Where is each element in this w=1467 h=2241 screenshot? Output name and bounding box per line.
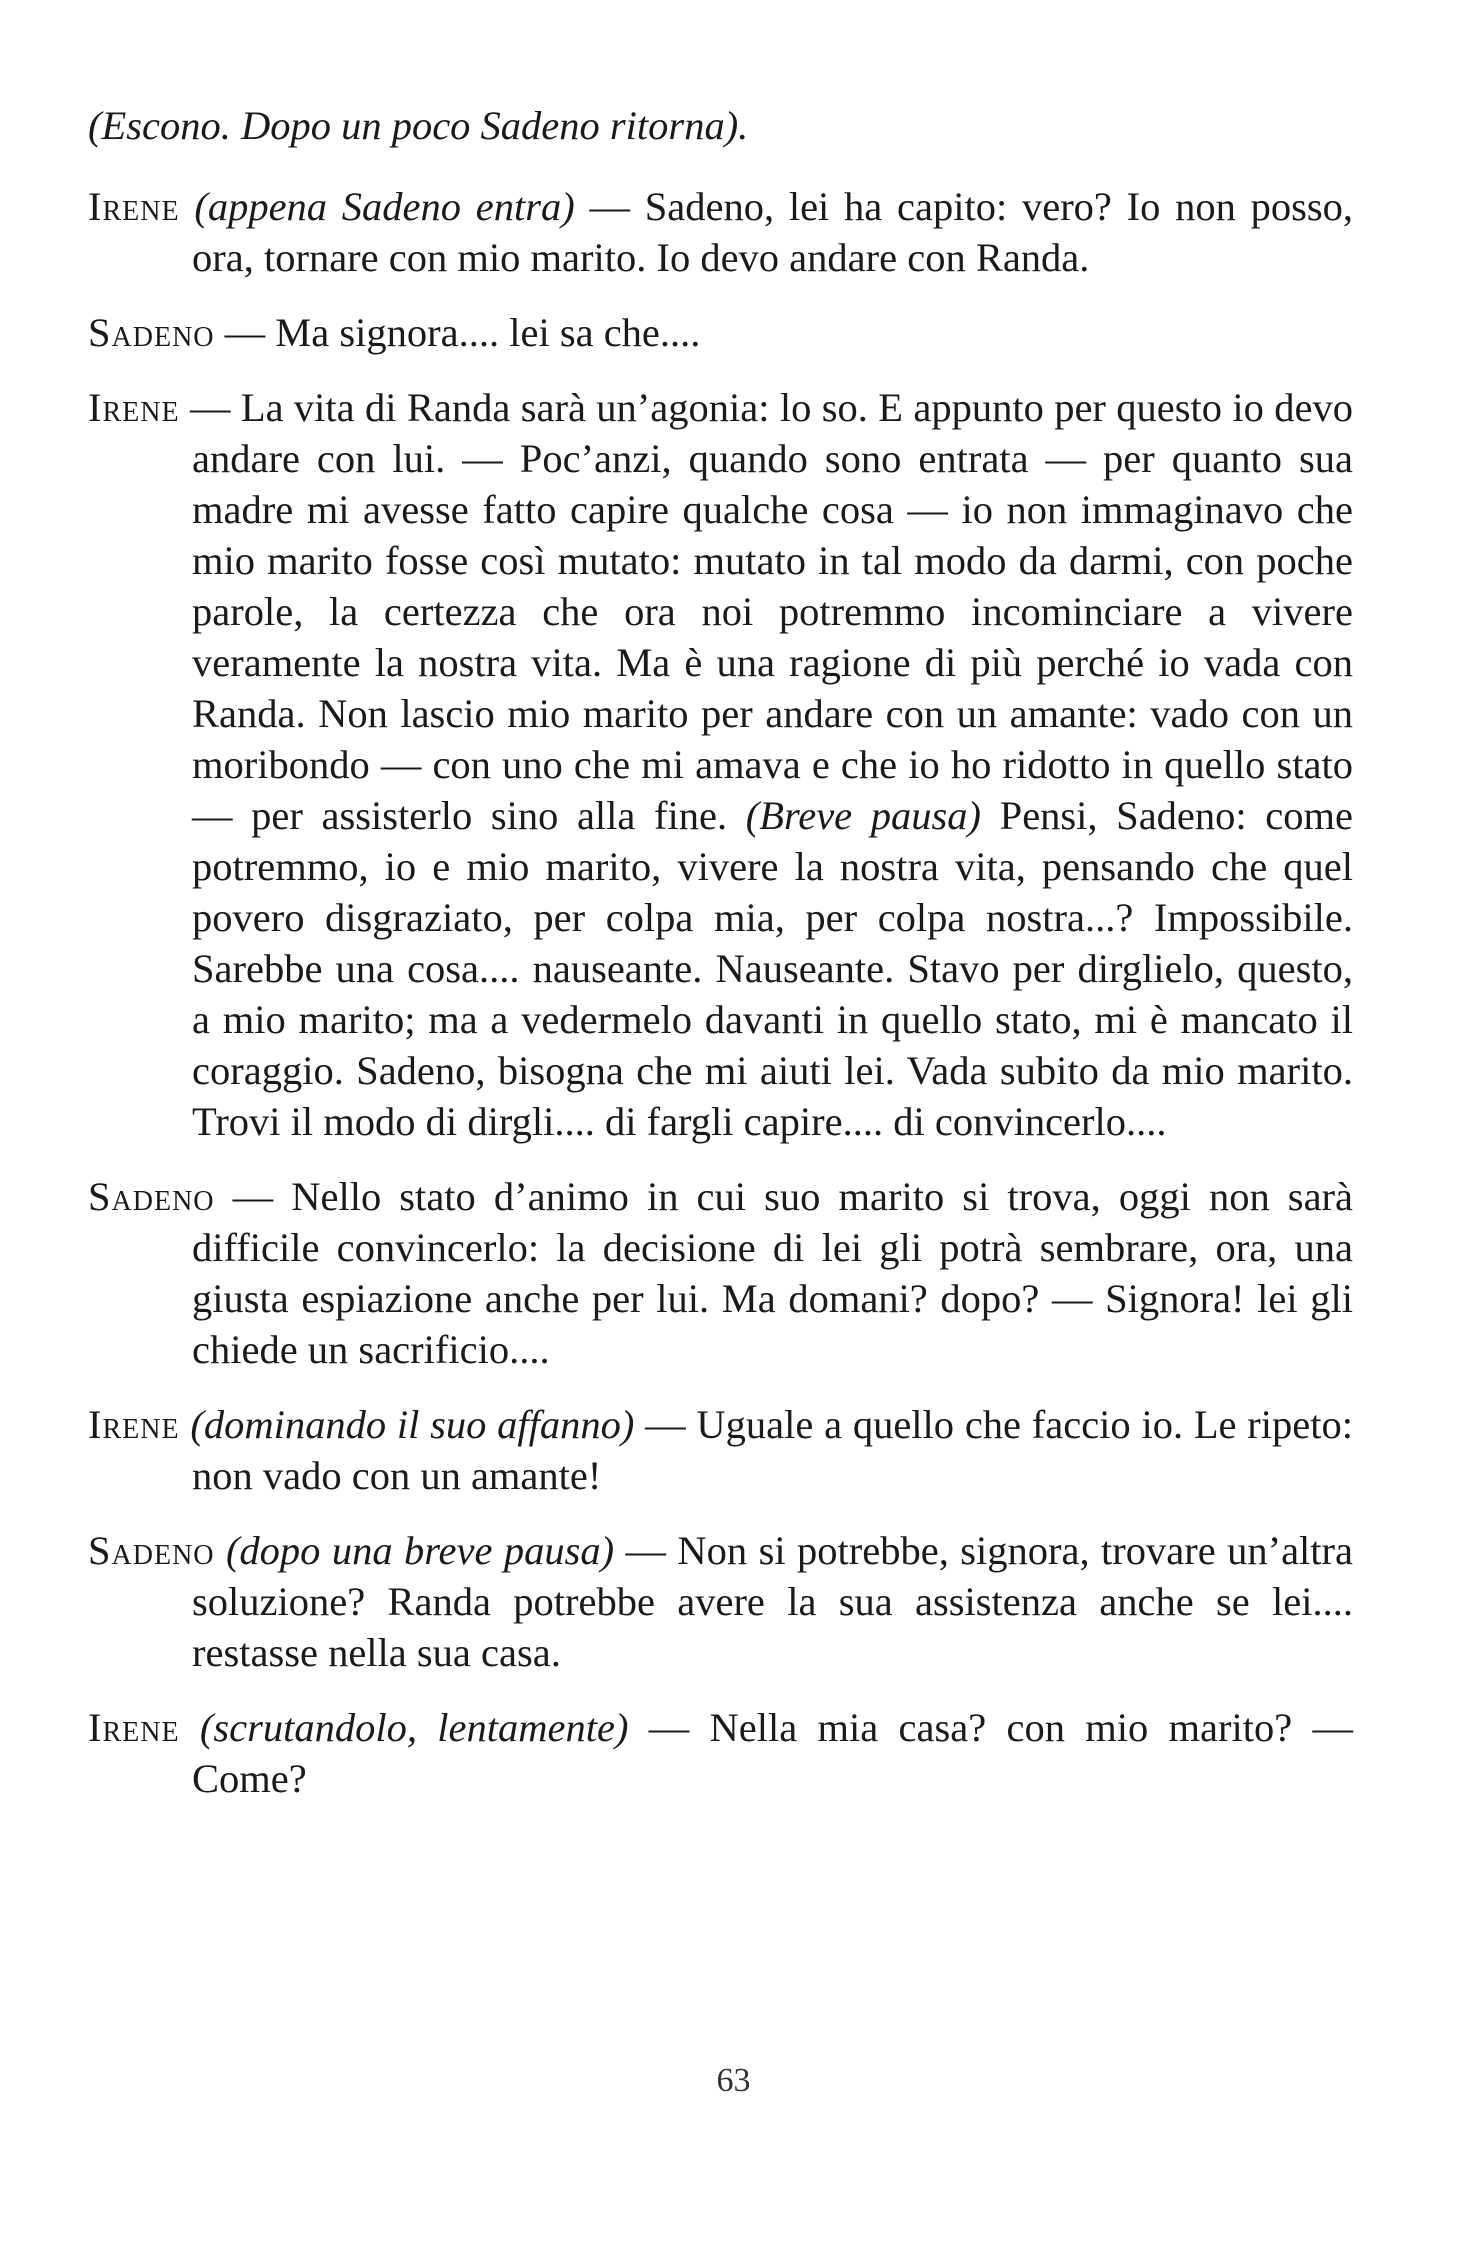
speech-text-continued: Pensi, Sadeno: come potremmo, io e mio marito, vivere la nostra vita, pensando che quel povero disgraziato, per colpa mia, per colpa nostra...? Impossibile. Sarebbe una cosa.... nauseante. Nauseante. Stavo per dirglielo, questo, a mio marito; ma a vedermelo davanti in quello stato, mi è mancato il coraggio. Sadeno, bisogna che mi aiuti lei. Vada subito da mio marito. Trovi il modo di dirgli.... di fargli capire.... di convincerlo.... <box>192 793 1353 1144</box>
speech-irene-1 <box>88 181 1353 283</box>
speech-irene-3 <box>88 1399 1353 1501</box>
stage-direction: (scrutandolo, lentamente) <box>199 1705 629 1750</box>
stage-direction: (dominando il suo affanno) <box>190 1402 635 1447</box>
dash: — <box>614 1528 678 1573</box>
speaker-name: Irene <box>88 184 180 229</box>
dash: — <box>634 1402 697 1447</box>
speaker-name: Sadeno <box>88 1528 215 1573</box>
speech-text: — La vita di Randa sarà un’agonia: lo so. E appunto per questo io devo andare con lui. — Poc’anzi, quando sono entrata — per quanto sua madre mi avesse fatto capire qualche cosa — io non immaginavo che mio marito fosse così mutato: mutato in tal modo da darmi, con poche parole, la certezza che ora noi potremmo incominciare a vivere veramente la nostra vita. Ma è una ragione di più perché io vada con Randa. Non lascio mio marito per andare con un amante: vado con un moribondo — con uno che mi amava e che io ho ridotto in quello stato — per assisterlo sino alla fine. <box>189 385 1353 838</box>
speech-irene-2 <box>88 382 1353 1147</box>
speech-text: Uguale a quello che faccio io. Le ripeto: non vado con un amante! <box>192 1402 1354 1498</box>
stage-direction: (dopo una breve pausa) <box>225 1528 615 1573</box>
stage-direction: (Breve pausa) <box>745 793 982 838</box>
speech-sadeno-3 <box>88 1525 1353 1678</box>
speaker-name: Sadeno <box>88 1174 215 1219</box>
stage-direction: (appena Sadeno entra) <box>194 184 575 229</box>
speech-text: Sadeno, lei ha capito: vero? Io non posso, ora, tornare con mio marito. Io devo andare con Randa. <box>192 184 1354 280</box>
speech-text: — Ma signora.... lei sa che.... <box>224 310 701 355</box>
page-text <box>88 100 1353 1828</box>
dash: — <box>574 184 645 229</box>
speaker-name: Irene <box>88 1402 180 1447</box>
speech-sadeno-2 <box>88 1171 1353 1375</box>
page-number: 63 <box>716 2062 751 2099</box>
speaker-name: Irene <box>88 385 180 430</box>
speech-text: Nella mia casa? con mio marito? — Come? <box>192 1705 1354 1801</box>
speech-irene-4 <box>88 1702 1353 1804</box>
speaker-name: Irene <box>88 1705 180 1750</box>
speech-sadeno-1 <box>88 307 1353 358</box>
speaker-name: Sadeno <box>88 310 215 355</box>
opening-stage-direction: (Escono. Dopo un poco Sadeno ritorna). <box>88 103 749 148</box>
speech-text: Non si potrebbe, signora, trovare un’altra soluzione? Randa potrebbe avere la sua assistenza anche se lei.... restasse nella sua casa. <box>192 1528 1354 1675</box>
dash: — <box>628 1705 710 1750</box>
speech-text: — Nello stato d’animo in cui suo marito si trova, oggi non sarà difficile convincerlo: la decisione di lei gli potrà sembrare, ora, una giusta espiazione anche per lui. Ma domani? dopo? — Signora! lei gli chiede un sacrificio.... <box>192 1174 1354 1372</box>
